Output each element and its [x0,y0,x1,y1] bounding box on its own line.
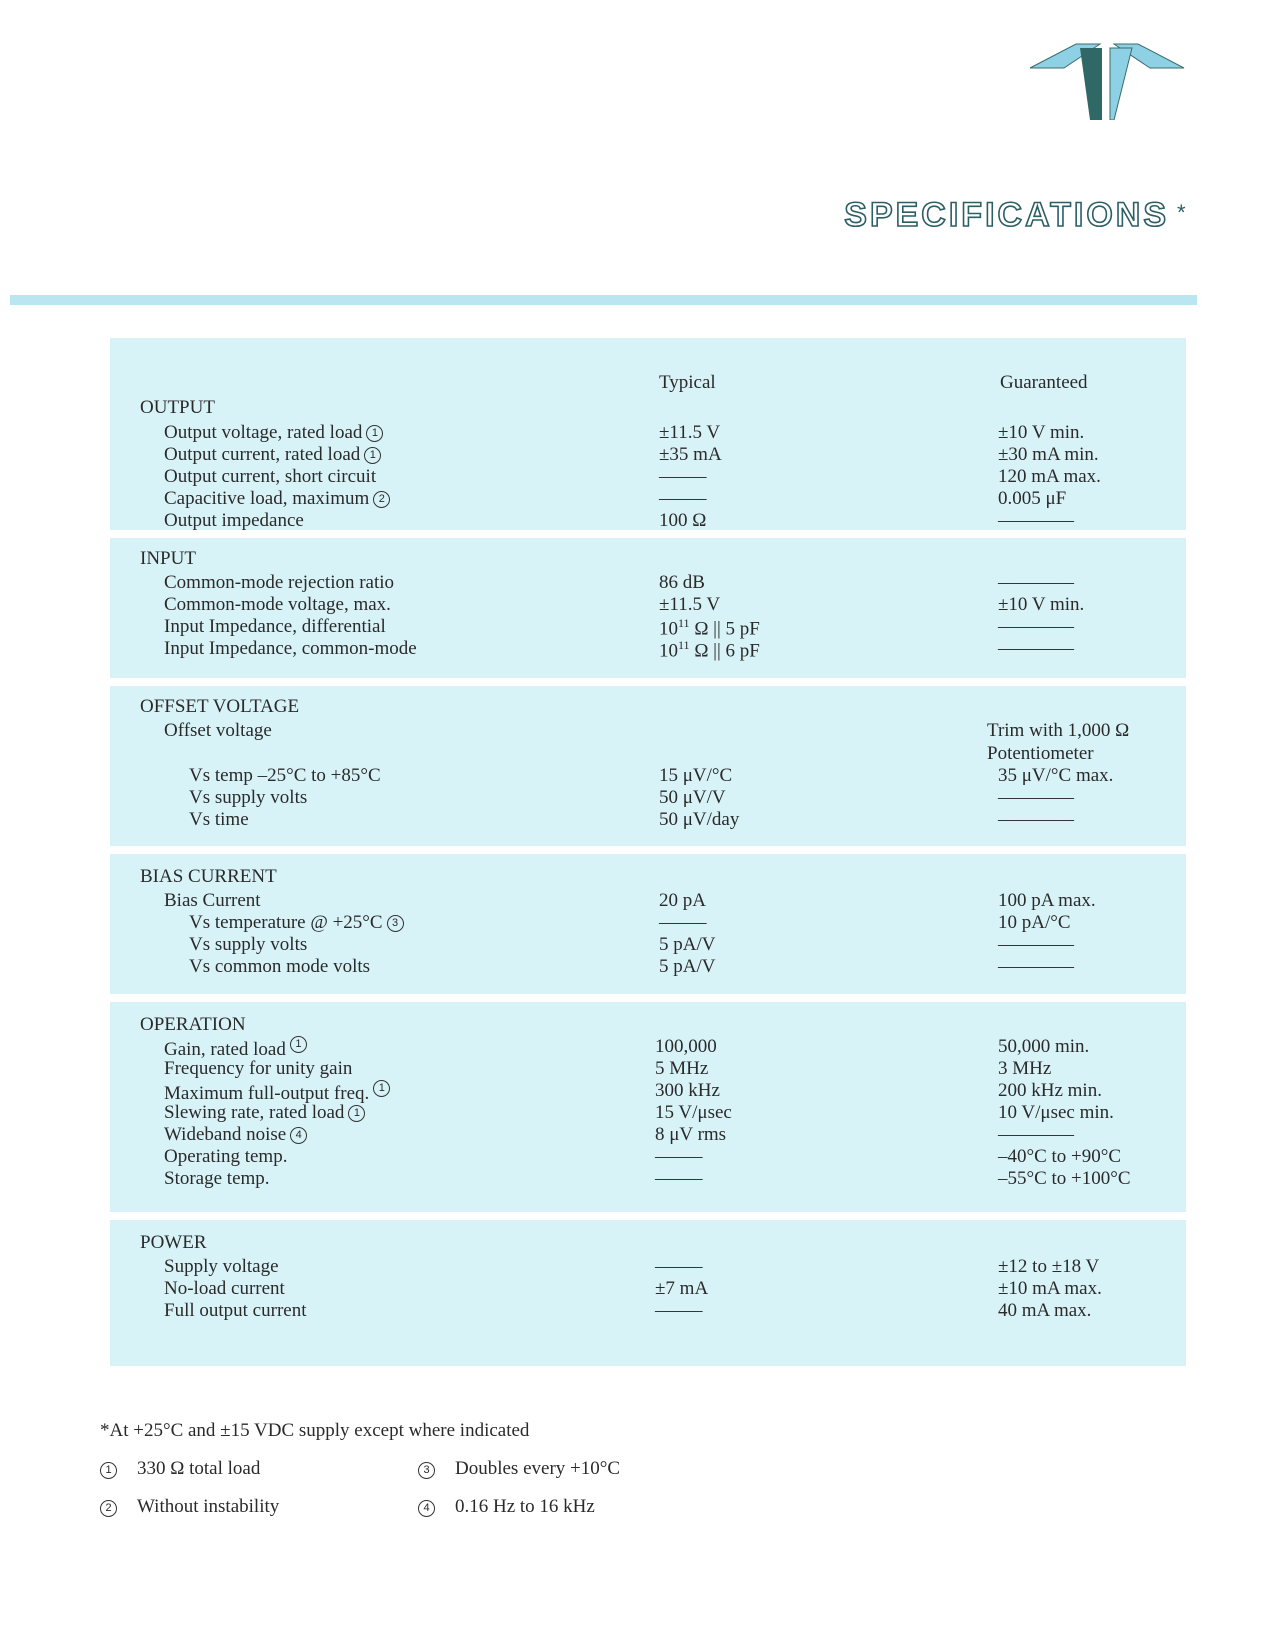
column-header-typical: Typical [659,372,716,393]
typical-value: $10^{11}$ Ω || 5 pF [659,616,760,640]
footnote-text: Doubles every +10°C [455,1458,621,1479]
spec-row [110,1300,1186,1323]
spec-row [110,720,1186,743]
guaranteed-value: 40 mA max. [998,1300,1092,1321]
row-label: Gain, rated load [164,1039,286,1060]
typical-value: 50 μV/day [659,809,740,830]
typical-value: 100,000 [655,1036,717,1057]
guaranteed-value: 100 pA max. [998,890,1096,911]
spec-row [110,1146,1186,1169]
typical-value: ––––– [659,912,707,933]
footnote-text: 0.16 Hz to 16 kHz [455,1496,595,1517]
row-label: Output current, short circuit [164,466,377,487]
section-offset-voltage [110,686,1186,846]
row-label: Input Impedance, common-mode [164,638,417,659]
typical-value: 86 dB [659,572,705,593]
guaranteed-value: ±12 to ±18 V [998,1256,1100,1277]
row-label: Slewing rate, rated load [164,1102,345,1123]
footnote-number: 1 [100,1462,117,1479]
row-label: Common-mode voltage, max. [164,594,391,615]
typical-value: $10^{11}$ Ω || 6 pF [659,638,760,662]
row-label: Vs supply volts [189,787,308,808]
guaranteed-value: 10 pA/°C [998,912,1071,933]
spec-row [110,638,1186,661]
spec-row [110,1278,1186,1301]
spec-row [110,510,1186,533]
row-label: Vs temperature @ +25°C [189,912,383,933]
guaranteed-value: 200 kHz min. [998,1080,1102,1101]
typical-value: ––––– [655,1168,703,1189]
row-label: Vs supply volts [189,934,308,955]
guaranteed-value: ±30 mA min. [998,444,1099,465]
typical-value: ––––– [659,466,707,487]
typical-value: ±35 mA [659,444,722,465]
row-label: Output impedance [164,510,304,531]
section-input [110,538,1186,678]
row-label: Supply voltage [164,1256,279,1277]
guaranteed-value: 10 V/μsec min. [998,1102,1114,1123]
typical-value: 5 MHz [655,1058,709,1079]
guaranteed-value: –––––––– [998,572,1074,593]
footnote-marker: 1 [290,1036,307,1053]
specifications-heading: SPECIFICATIONS [844,196,1169,234]
guaranteed-value: 0.005 μF [998,488,1067,509]
guaranteed-value: –––––––– [998,956,1074,977]
spec-row [110,1102,1186,1125]
typical-value: ±11.5 V [659,422,721,443]
footnote-marker: 1 [366,425,383,442]
spec-row [110,956,1186,979]
guaranteed-value: 120 mA max. [998,466,1101,487]
spec-row [110,912,1186,935]
guaranteed-value: 35 μV/°C max. [998,765,1114,786]
row-label: Output voltage, rated load [164,422,363,443]
spec-row [110,488,1186,511]
guaranteed-value: –––––––– [998,638,1074,659]
footnote-item [100,1458,260,1480]
specifications-table [110,338,1186,1374]
typical-value: ––––– [659,488,707,509]
footnote-number: 4 [418,1500,435,1517]
row-label: Vs common mode volts [189,956,371,977]
footnote-marker: 1 [348,1105,365,1122]
spec-row [110,809,1186,832]
section-bias-current [110,854,1186,994]
typical-value: 100 Ω [659,510,707,531]
section-title: OFFSET VOLTAGE [140,696,300,717]
spec-row [110,934,1186,957]
footnotes [100,1420,900,1560]
guaranteed-value: ±10 V min. [998,594,1085,615]
section-power [110,1220,1186,1366]
typical-value: 15 μV/°C [659,765,733,786]
guaranteed-value: –––––––– [998,934,1074,955]
spec-row [110,422,1186,445]
spec-row [110,444,1186,467]
spec-row [110,616,1186,639]
typical-value: 5 pA/V [659,956,716,977]
heading-asterisk: * [1177,200,1186,225]
spec-row [110,1124,1186,1147]
spec-row [110,1058,1186,1081]
row-label: Bias Current [164,890,261,911]
spec-row [110,890,1186,913]
guaranteed-value: –––––––– [998,616,1074,637]
typical-value: ±7 mA [655,1278,709,1299]
row-label: Vs temp –25°C to +85°C [189,765,381,786]
guaranteed-value: –55°C to +100°C [998,1168,1131,1189]
footnote-marker: 4 [290,1127,307,1144]
guaranteed-value: –40°C to +90°C [998,1146,1122,1167]
row-label: Common-mode rejection ratio [164,572,395,593]
row-label: Frequency for unity gain [164,1058,353,1079]
row-label: Wideband noise [164,1124,287,1145]
guaranteed-value: –––––––– [998,510,1074,531]
row-label: Capacitive load, maximum [164,488,370,509]
typical-value: 50 μV/V [659,787,726,808]
typical-value: 5 pA/V [659,934,716,955]
row-label: Vs time [189,809,249,830]
spec-row [110,1080,1186,1103]
section-title: POWER [140,1232,207,1253]
guaranteed-value: ±10 V min. [998,422,1085,443]
guaranteed-value: 50,000 min. [998,1036,1090,1057]
spec-row [110,787,1186,810]
footnote-item [100,1496,279,1518]
footnote-text: 330 Ω total load [137,1458,261,1479]
section-title: OUTPUT [140,397,215,418]
typical-value: ––––– [655,1146,703,1167]
section-title: OPERATION [140,1014,246,1035]
spec-row [110,765,1186,788]
guaranteed-value-line2: Potentiometer [987,743,1094,764]
spec-row [110,572,1186,595]
guaranteed-value: ±10 mA max. [998,1278,1102,1299]
section-operation [110,1002,1186,1212]
footnote-number: 3 [418,1462,435,1479]
spec-row [110,1168,1186,1191]
typical-value: 15 V/μsec [655,1102,732,1123]
spec-row-continued [110,743,1186,766]
footnote-text: Without instability [137,1496,280,1517]
row-label: Full output current [164,1300,307,1321]
section-title: BIAS CURRENT [140,866,277,887]
header-rule-bar [10,295,1197,305]
footnote-number: 2 [100,1500,117,1517]
footnote-marker: 2 [373,491,390,508]
typical-value: 300 kHz [655,1080,720,1101]
typical-value: 8 μV rms [655,1124,727,1145]
row-label: No-load current [164,1278,285,1299]
typical-value: ±11.5 V [659,594,721,615]
section-output [110,338,1186,530]
guaranteed-value: –––––––– [998,787,1074,808]
row-label: Input Impedance, differential [164,616,386,637]
footnote-marker: 1 [373,1080,390,1097]
row-label: Maximum full-output freq. [164,1083,370,1104]
row-label: Output current, rated load [164,444,361,465]
spec-row [110,466,1186,489]
footnote-marker: 1 [364,447,381,464]
typical-value: ––––– [655,1256,703,1277]
column-header-guaranteed: Guaranteed [1000,372,1088,393]
spec-row [110,1036,1186,1059]
guaranteed-value: Trim with 1,000 Ω [987,720,1130,741]
row-label: Storage temp. [164,1168,270,1189]
spec-row [110,1256,1186,1279]
guaranteed-value: –––––––– [998,809,1074,830]
footnote-item [418,1496,595,1518]
conditions-note: *At +25°C and ±15 VDC supply except where indicated [100,1420,530,1441]
row-label: Offset voltage [164,720,272,741]
guaranteed-value: 3 MHz [998,1058,1052,1079]
guaranteed-value: –––––––– [998,1124,1074,1145]
company-logo [1030,36,1190,120]
section-title: INPUT [140,548,196,569]
spec-row [110,594,1186,617]
typical-value: ––––– [655,1300,703,1321]
typical-value: 20 pA [659,890,706,911]
row-label: Operating temp. [164,1146,288,1167]
footnote-item [418,1458,620,1480]
footnote-marker: 3 [387,915,404,932]
